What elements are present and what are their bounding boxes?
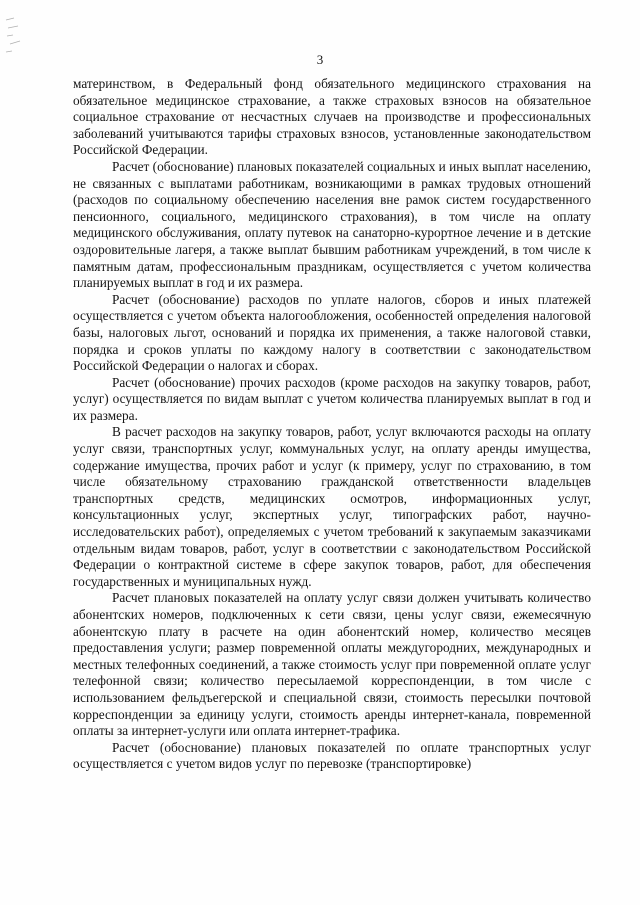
- paragraph: Расчет плановых показателей на оплату услуг связи должен учитывать количество абонентских номеров, подключенных к сети связи, цены услуг связи, ежемесячную абонентскую плату в расчете на один абонентский номер, количество месяцев предоставления услуги; размер повременной оплаты междугородних, международных и местных телефонных соединений, а также стоимость услуг при повременной оплате услуг телефонной связи; количество пересылаемой корреспонденции, в том числе с использованием фельдъегерской и специальной связи, стоимость пересылки почтовой корреспонденции за единицу услуги, стоимость аренды интернет-канала, повременной оплаты за интернет-услуги или оплата интернет-трафика.: [73, 590, 591, 739]
- page-number: 3: [316, 52, 324, 67]
- document-body: [73, 76, 591, 773]
- paragraph: Расчет (обоснование) прочих расходов (кроме расходов на закупку товаров, работ, услуг) осуществляется по видам выплат с учетом количества планируемых выплат в год и их размера.: [73, 374, 591, 423]
- paragraph: Расчет (обоснование) плановых показателей социальных и иных выплат населению, не связанных с выплатами работникам, возникающими в рамках трудовых отношений (расходов по социальному обеспечению населения вне рамок систем государственного пенсионного, социального, медицинского страхования), в том числе на оплату медицинского обслуживания, оплату путевок на санаторно-курортное лечение и в детские оздоровительные лагеря, а также выплат бывшим работникам учреждений, в том числе к памятным датам, профессиональным праздникам, осуществляется с учетом количества планируемых выплат в год и их размера.: [73, 158, 591, 291]
- paragraph: материнством, в Федеральный фонд обязательного медицинского страхования на обязательное медицинское страхование, а также страховых взносов на обязательное социальное страхование от несчастных случаев на производстве и профессиональных заболеваний учитываются тарифы страховых взносов, установленные законодательством Российской Федерации.: [73, 76, 591, 158]
- paragraph: Расчет (обоснование) плановых показателей по оплате транспортных услуг осуществляется с учетом видов услуг по перевозке (транспортировке): [73, 739, 591, 772]
- paragraph: В расчет расходов на закупку товаров, работ, услуг включаются расходы на оплату услуг связи, транспортных услуг, коммунальных услуг, на оплату аренды имущества, содержание имущества, прочих работ и услуг (к примеру, услуг по страхованию, в том числе обязательному страхованию гражданской ответственности владельцев транспортных средств, медицинских осмотров, информационных услуг, консультационных услуг, экспертных услуг, типографских работ, научно-исследовательских работ), определяемых с учетом требований к закупаемым заказчиками отдельным видам товаров, работ, услуг в соответствии с законодательством Российской Федерации о контрактной системе в сфере закупок товаров, работ, для обеспечения государственных и муниципальных нужд.: [73, 424, 591, 589]
- paragraph: Расчет (обоснование) расходов по уплате налогов, сборов и иных платежей осуществляется с учетом объекта налогообложения, особенностей определения налоговой базы, налоговых льгот, оснований и порядка их применения, а также налоговой ставки, порядка и сроков уплаты по каждому налогу в соответствии с законодательством Российской Федерации о налогах и сборах.: [73, 291, 591, 374]
